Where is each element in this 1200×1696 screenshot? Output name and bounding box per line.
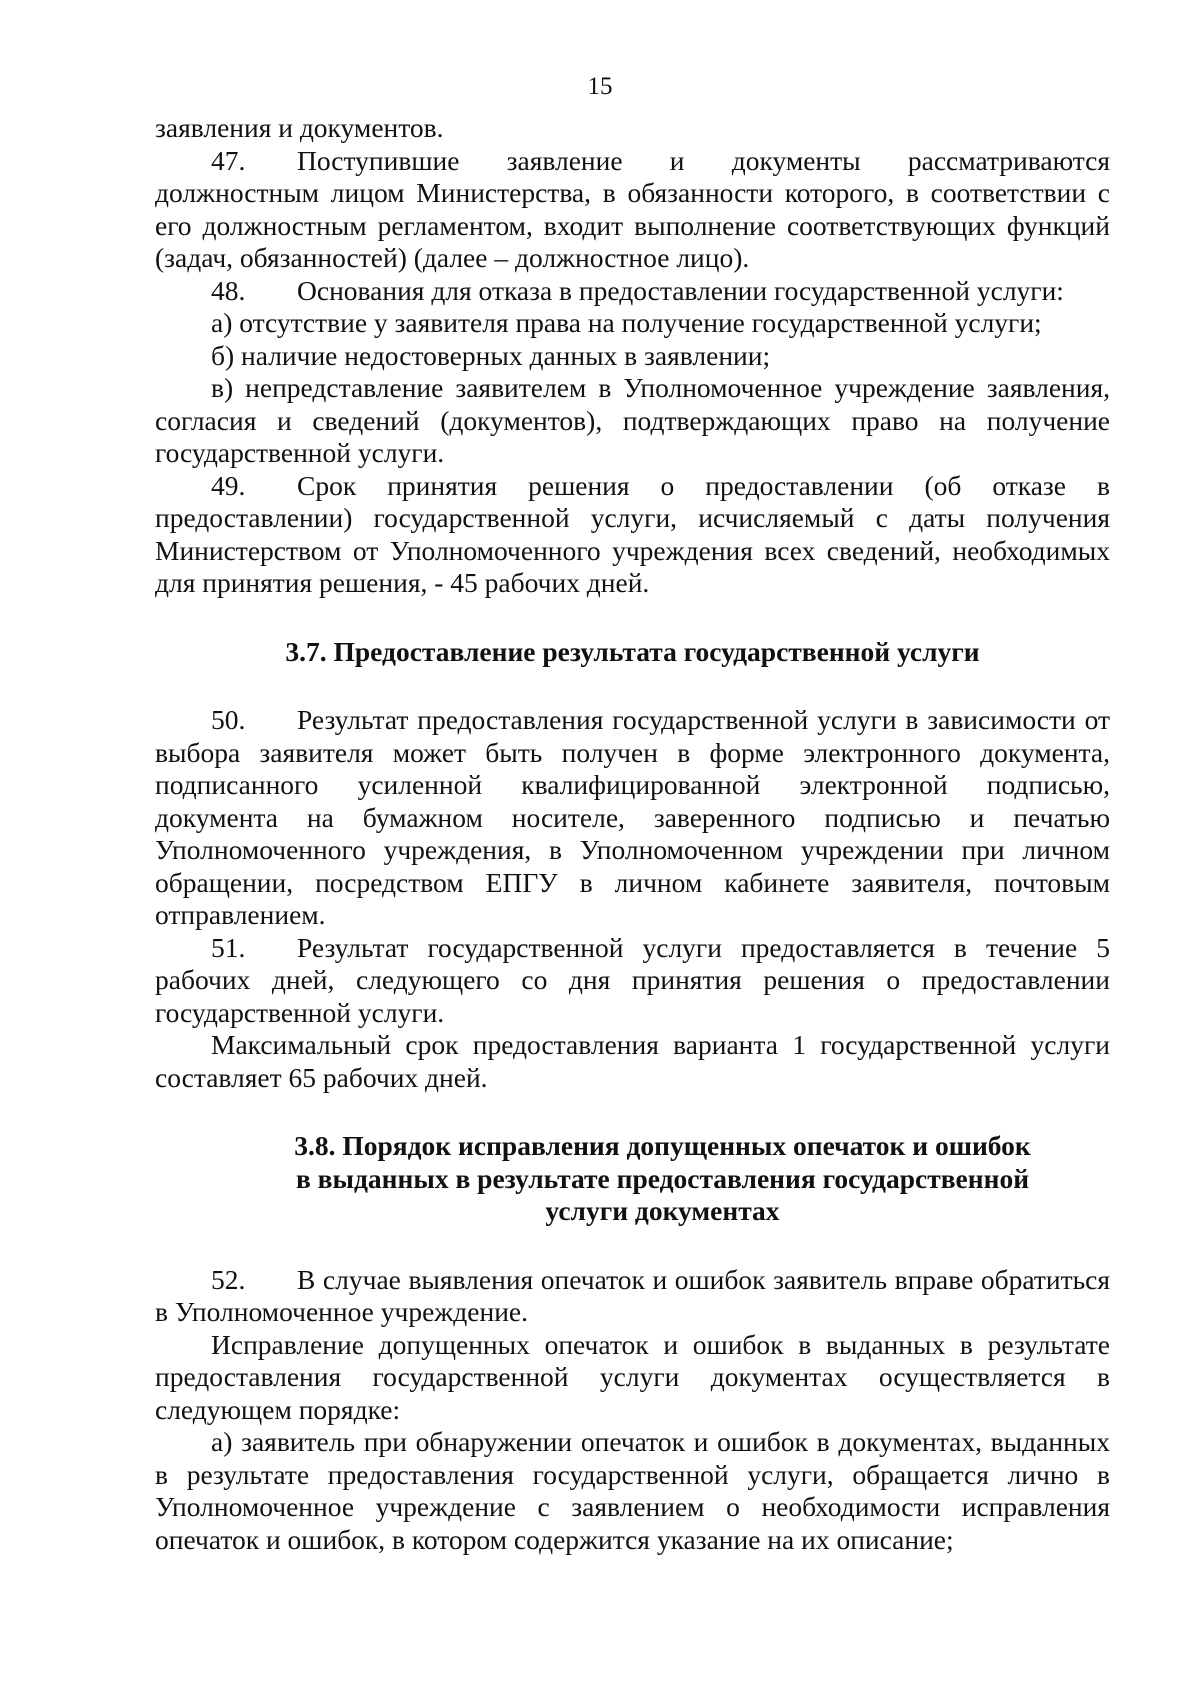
heading-line: в выданных в результате предоставления государственной (295, 1162, 1030, 1194)
paragraph-text: Поступившие заявление и документы рассматриваются должностным лицом Министерства, в обязанности которого, в соответствии с его должностным регламентом, входит выполнение соответствующих функций (задач, обязанностей) (далее – должностное лицо). (155, 144, 1110, 273)
paragraph-text: а) отсутствие у заявителя права на получение государственной услуги; (211, 307, 1042, 338)
paragraph-text: Срок принятия решения о предоставлении (об отказе в предоставлении) государственной услуги, исчисляемый с даты получения Министерством от Уполномоченного учреждения всех сведений, необходимых для принятия решения, - 45 рабочих дней. (155, 469, 1110, 598)
paragraph-number: 49. (211, 469, 246, 501)
paragraph-number: 51. (211, 931, 246, 963)
paragraph-50 (155, 704, 1110, 932)
list-item-b (155, 340, 1110, 373)
paragraph-text: заявления и документов. (155, 112, 444, 143)
paragraph-number: 47. (211, 144, 246, 176)
paragraph-text: Максимальный срок предоставления варианта 1 государственной услуги составляет 65 рабочих дней. (155, 1029, 1110, 1093)
heading-line: 3.8. Порядок исправления допущенных опечаток и ошибок (294, 1130, 1031, 1161)
paragraph-52 (155, 1264, 1110, 1329)
paragraph-51 (155, 932, 1110, 1030)
section-heading-3-7: 3.7. Предоставление результата государственной услуги (285, 635, 980, 667)
section-heading-3-8 (155, 1130, 1110, 1228)
list-item-v (155, 372, 1110, 470)
paragraph-number: 52. (211, 1263, 246, 1295)
paragraph-49 (155, 470, 1110, 600)
paragraph-correction-order (155, 1329, 1110, 1427)
paragraph-48 (155, 275, 1110, 308)
paragraph-text: Исправление допущенных опечаток и ошибок в выданных в результате предоставления государственной услуги документах осуществляется в следующем порядке: (155, 1328, 1110, 1425)
paragraph-number: 48. (211, 274, 246, 306)
paragraph-text: а) заявитель при обнаружении опечаток и ошибок в документах, выданных в результате предоставления государственной услуги, обращается лично в Уполномоченное учреждение с заявлением о необходимости исправления опечаток и ошибок, в котором содержится указание на их описание; (155, 1426, 1110, 1555)
page-number: 15 (587, 73, 613, 100)
paragraph-text: б) наличие недостоверных данных в заявлении; (211, 339, 771, 371)
list-item-a (155, 307, 1110, 340)
paragraph-text: В случае выявления опечаток и ошибок заявитель вправе обратиться в Уполномоченное учреждение. (155, 1263, 1110, 1327)
paragraph-text: Результат государственной услуги предоставляется в течение 5 рабочих дней, следующего со дня принятия решения о предоставлении государственной услуги. (155, 931, 1110, 1028)
paragraph-text: Результат предоставления государственной услуги в зависимости от выбора заявителя может быть получен в форме электронного документа, подписанного усиленной квалифицированной электронной подписью, документа на бумажном носителе, заверенного подписью и печатью Уполномоченного учреждения, в Уполномоченном учреждении при личном обращении, посредством ЕПГУ в личном кабинете заявителя, почтовым отправлением. (155, 704, 1110, 930)
list-item-a-correction (155, 1426, 1110, 1556)
paragraph-text: Основания для отказа в предоставлении государственной услуги: (297, 274, 1064, 306)
document-body (155, 112, 1110, 1556)
paragraph-continuation (155, 112, 1110, 145)
paragraph-47 (155, 145, 1110, 275)
paragraph-max-term (155, 1029, 1110, 1094)
paragraph-text: в) непредставление заявителем в Уполномоченное учреждение заявления, согласия и сведений (документов), подтверждающих право на получение государственной услуги. (155, 372, 1110, 468)
paragraph-number: 50. (211, 704, 246, 735)
heading-line: услуги документах (545, 1195, 780, 1226)
